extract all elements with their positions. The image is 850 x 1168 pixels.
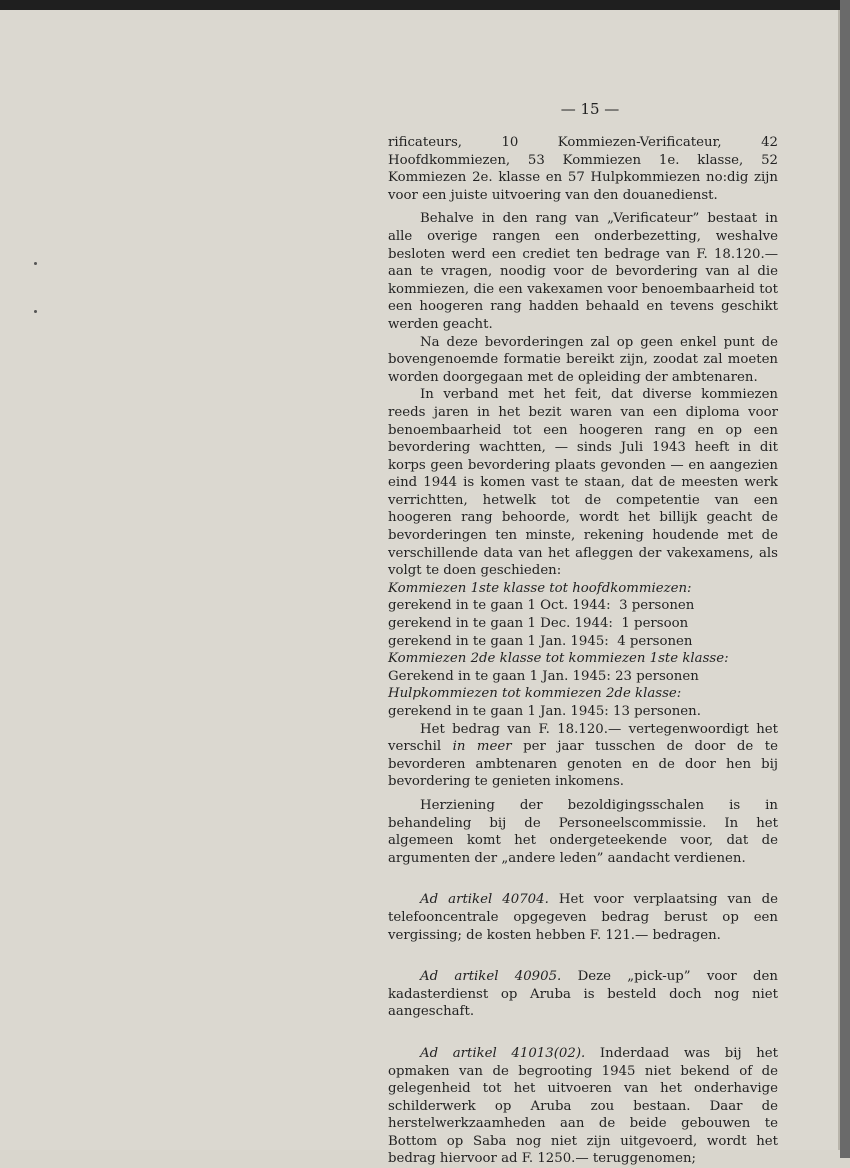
scan-right-edge	[840, 0, 850, 1158]
paragraph: Na deze bevorderingen zal op geen enkel punt de bovengenoemde formatie bereikt zijn, zoodat zal moeten worden doorgegaan met de opleiding der ambtenaren.	[388, 334, 778, 385]
text-column	[388, 134, 778, 1168]
scan-top-edge	[0, 0, 850, 10]
article-paragraph	[388, 968, 778, 1021]
article-paragraph	[388, 891, 778, 944]
emphasis: in meer	[452, 739, 512, 755]
text-run: Het voor verplaatsing van de telefooncentrale opgegeven bedrag berust op een vergissing; de kosten hebben F. 121.— bedragen.	[388, 892, 778, 943]
article-reference: Ad artikel 40905.	[420, 969, 562, 985]
section-heading: Kommiezen 1ste klasse tot hoofdkommiezen:	[388, 580, 692, 596]
scan-speck	[34, 262, 37, 265]
document-page	[0, 10, 840, 1167]
paragraph: In verband met het feit, dat diverse kommiezen reeds jaren in het bezit waren van een diploma voor benoembaarheid tot een hoogeren rang en op een bevordering wachtten, — sinds Juli 1943 heeft in dit korps geen bevordering plaats gevonden — en aangezien eind 1944 is komen vast te staan, dat de meesten werk verrichtten, hetwelk tot de competentie van een hoogeren rang behoorde, wordt het billijk geacht de bevorderingen ten minste, rekening houdende met de verschillende data van het afleggen der vakexamens, als volgt te doen geschieden:	[388, 387, 778, 579]
section-heading: Kommiezen 2de klasse tot kommiezen 1ste klasse:	[388, 651, 729, 667]
section-heading: Hulpkommiezen tot kommiezen 2de klasse:	[388, 686, 682, 702]
page-number: — 15 —	[560, 100, 620, 118]
text-run: Het bedrag van F. 18.120.— vertegenwoordigt het verschil	[388, 721, 778, 755]
article-paragraph	[388, 1045, 778, 1168]
text-run: Inderdaad was bij het opmaken van de begrooting 1945 niet bekend of de gelegenheid tot het uitvoeren van het onderhavige schilderwerk op Aruba zou bestaan. Daar de herstelwerkzaamheden aan de beide gebouwen te Bottom op Saba nog niet zijn uitgevoerd, wordt het bedrag hiervoor ad F. 1250.— teruggenomen;	[388, 1045, 778, 1167]
paragraph	[388, 721, 778, 791]
paragraph: Behalve in den rang van „Verificateur” bestaat in alle overige rangen een onderbezetting, weshalve besloten werd een crediet ten bedrage van F. 18.120.— aan te vragen, noodig voor de bevordering van al die kommiezen, die een vakexamen voor benoembaarheid tot een hoogeren rang hadden behaald en tevens geschikt werden geacht.	[388, 211, 778, 332]
scan-speck	[34, 310, 37, 313]
list-item: Gerekend in te gaan 1 Jan. 1945: 23 personen	[388, 668, 699, 684]
list-item: gerekend in te gaan 1 Oct. 1944: 3 personen	[388, 598, 695, 614]
text-run: Deze „pick-up” voor den kadasterdienst op Aruba is besteld doch nog niet aangeschaft.	[388, 969, 778, 1020]
text-run: per jaar tusschen de door de te bevorderen ambtenaren genoten en de door hen bij bevordering te genieten inkomens.	[388, 739, 778, 790]
article-reference: Ad artikel 41013(02).	[420, 1045, 586, 1061]
paragraph: Herziening der bezoldigingsschalen is in behandeling bij de Personeelscommissie. In het algemeen komt het ondergeteekende voor, dat de argumenten der „andere leden” aandacht verdienen.	[388, 797, 778, 866]
list-item: gerekend in te gaan 1 Jan. 1945: 4 personen	[388, 633, 693, 649]
paragraph: rificateurs, 10 Kommiezen-Verificateur, 42 Hoofdkommiezen, 53 Kommiezen 1e. klasse, 52 Kommiezen 2e. klasse en 57 Hulpkommiezen no:dig zijn voor een juiste uitvoering van den douanedienst.	[388, 135, 778, 203]
list-item: gerekend in te gaan 1 Jan. 1945: 13 personen.	[388, 704, 701, 719]
list-item: gerekend in te gaan 1 Dec. 1944: 1 persoon	[388, 616, 689, 632]
article-reference: Ad artikel 40704.	[420, 892, 549, 908]
